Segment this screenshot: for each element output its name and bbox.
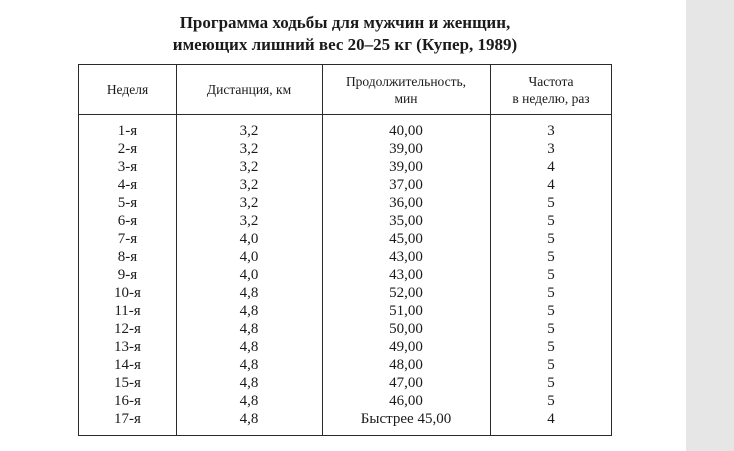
- cell-week: 6-я: [117, 213, 138, 229]
- table-row: [79, 374, 611, 392]
- header-distance: [176, 65, 322, 114]
- cell-duration: 39,00: [389, 141, 423, 157]
- table-row: [79, 392, 611, 410]
- table-row: [79, 410, 611, 428]
- cell-duration: 45,00: [389, 231, 423, 247]
- table-row: [79, 194, 611, 212]
- cell-frequency: 4: [547, 159, 555, 175]
- cell-duration: 51,00: [389, 303, 423, 319]
- cell-distance: 4,8: [239, 375, 259, 391]
- cell-frequency: 5: [547, 195, 555, 211]
- cell-duration: 49,00: [389, 339, 423, 355]
- table-row: [79, 338, 611, 356]
- cell-week: 15-я: [114, 375, 141, 391]
- cell-frequency: 3: [547, 123, 555, 139]
- cell-duration: 46,00: [389, 393, 423, 409]
- cell-frequency: 5: [547, 321, 555, 337]
- cell-frequency: 4: [547, 177, 555, 193]
- cell-distance: 4,8: [239, 321, 259, 337]
- cell-frequency: 5: [547, 231, 555, 247]
- cell-frequency: 5: [547, 249, 555, 265]
- cell-week: 7-я: [117, 231, 138, 247]
- cell-distance: 3,2: [239, 177, 259, 193]
- cell-duration: 36,00: [389, 195, 423, 211]
- cell-week: 3-я: [117, 159, 138, 175]
- cell-week: 9-я: [117, 267, 138, 283]
- cell-duration: 43,00: [389, 267, 423, 283]
- header-distance-label: Дистанция, км: [206, 82, 292, 97]
- walking-program-table: [78, 64, 612, 436]
- cell-duration: 50,00: [389, 321, 423, 337]
- header-duration-label-line-2: мин: [394, 90, 418, 106]
- cell-distance: 4,0: [239, 249, 259, 265]
- cell-frequency: 3: [547, 141, 555, 157]
- header-duration: [322, 65, 490, 114]
- header-divider: [79, 114, 611, 115]
- table-row: [79, 284, 611, 302]
- table-row: [79, 122, 611, 140]
- cell-distance: 3,2: [239, 123, 259, 139]
- table-body: [79, 122, 611, 428]
- header-duration-label-line-1: Продолжительность,: [345, 73, 467, 89]
- cell-duration: 37,00: [389, 177, 423, 193]
- cell-frequency: 4: [547, 411, 555, 427]
- table-row: [79, 356, 611, 374]
- table-row: [79, 140, 611, 158]
- cell-duration: Быстрее 45,00: [360, 411, 452, 427]
- cell-distance: 3,2: [239, 159, 259, 175]
- cell-frequency: 5: [547, 357, 555, 373]
- table-title-line-2: имеющих лишний вес 20–25 кг (Купер, 1989): [172, 35, 518, 54]
- cell-frequency: 5: [547, 375, 555, 391]
- cell-week: 12-я: [114, 321, 141, 337]
- cell-week: 16-я: [114, 393, 141, 409]
- header-frequency-label-line-1: Частота: [528, 73, 574, 89]
- cell-distance: 4,8: [239, 339, 259, 355]
- cell-distance: 3,2: [239, 213, 259, 229]
- cell-distance: 4,8: [239, 303, 259, 319]
- side-panel: [686, 0, 734, 451]
- cell-week: 10-я: [114, 285, 141, 301]
- cell-week: 1-я: [117, 123, 138, 139]
- cell-frequency: 5: [547, 303, 555, 319]
- cell-duration: 47,00: [389, 375, 423, 391]
- table-title-line-1: Программа ходьбы для мужчин и женщин,: [179, 13, 511, 32]
- header-frequency: [490, 65, 612, 114]
- cell-distance: 4,8: [239, 393, 259, 409]
- table-row: [79, 320, 611, 338]
- cell-week: 11-я: [114, 303, 141, 319]
- cell-distance: 4,8: [239, 411, 259, 427]
- cell-distance: 4,8: [239, 357, 259, 373]
- cell-duration: 35,00: [389, 213, 423, 229]
- cell-duration: 52,00: [389, 285, 423, 301]
- cell-frequency: 5: [547, 339, 555, 355]
- cell-frequency: 5: [547, 285, 555, 301]
- table-row: [79, 176, 611, 194]
- table-row: [79, 212, 611, 230]
- cell-duration: 43,00: [389, 249, 423, 265]
- table-row: [79, 158, 611, 176]
- header-week: [79, 65, 176, 114]
- cell-week: 13-я: [114, 339, 141, 355]
- cell-week: 2-я: [117, 141, 138, 157]
- cell-frequency: 5: [547, 267, 555, 283]
- cell-week: 4-я: [117, 177, 138, 193]
- cell-duration: 48,00: [389, 357, 423, 373]
- cell-week: 17-я: [114, 411, 141, 427]
- cell-distance: 3,2: [239, 141, 259, 157]
- cell-distance: 4,8: [239, 285, 259, 301]
- cell-frequency: 5: [547, 213, 555, 229]
- table-row: [79, 302, 611, 320]
- cell-week: 14-я: [114, 357, 141, 373]
- cell-week: 8-я: [117, 249, 138, 265]
- table-row: [79, 248, 611, 266]
- table-row: [79, 266, 611, 284]
- cell-duration: 40,00: [389, 123, 423, 139]
- header-week-label: Неделя: [106, 82, 149, 97]
- cell-duration: 39,00: [389, 159, 423, 175]
- cell-distance: 4,0: [239, 267, 259, 283]
- header-frequency-label-line-2: в неделю, раз: [512, 90, 590, 106]
- cell-week: 5-я: [117, 195, 138, 211]
- table-row: [79, 230, 611, 248]
- cell-distance: 3,2: [239, 195, 259, 211]
- cell-distance: 4,0: [239, 231, 259, 247]
- cell-frequency: 5: [547, 393, 555, 409]
